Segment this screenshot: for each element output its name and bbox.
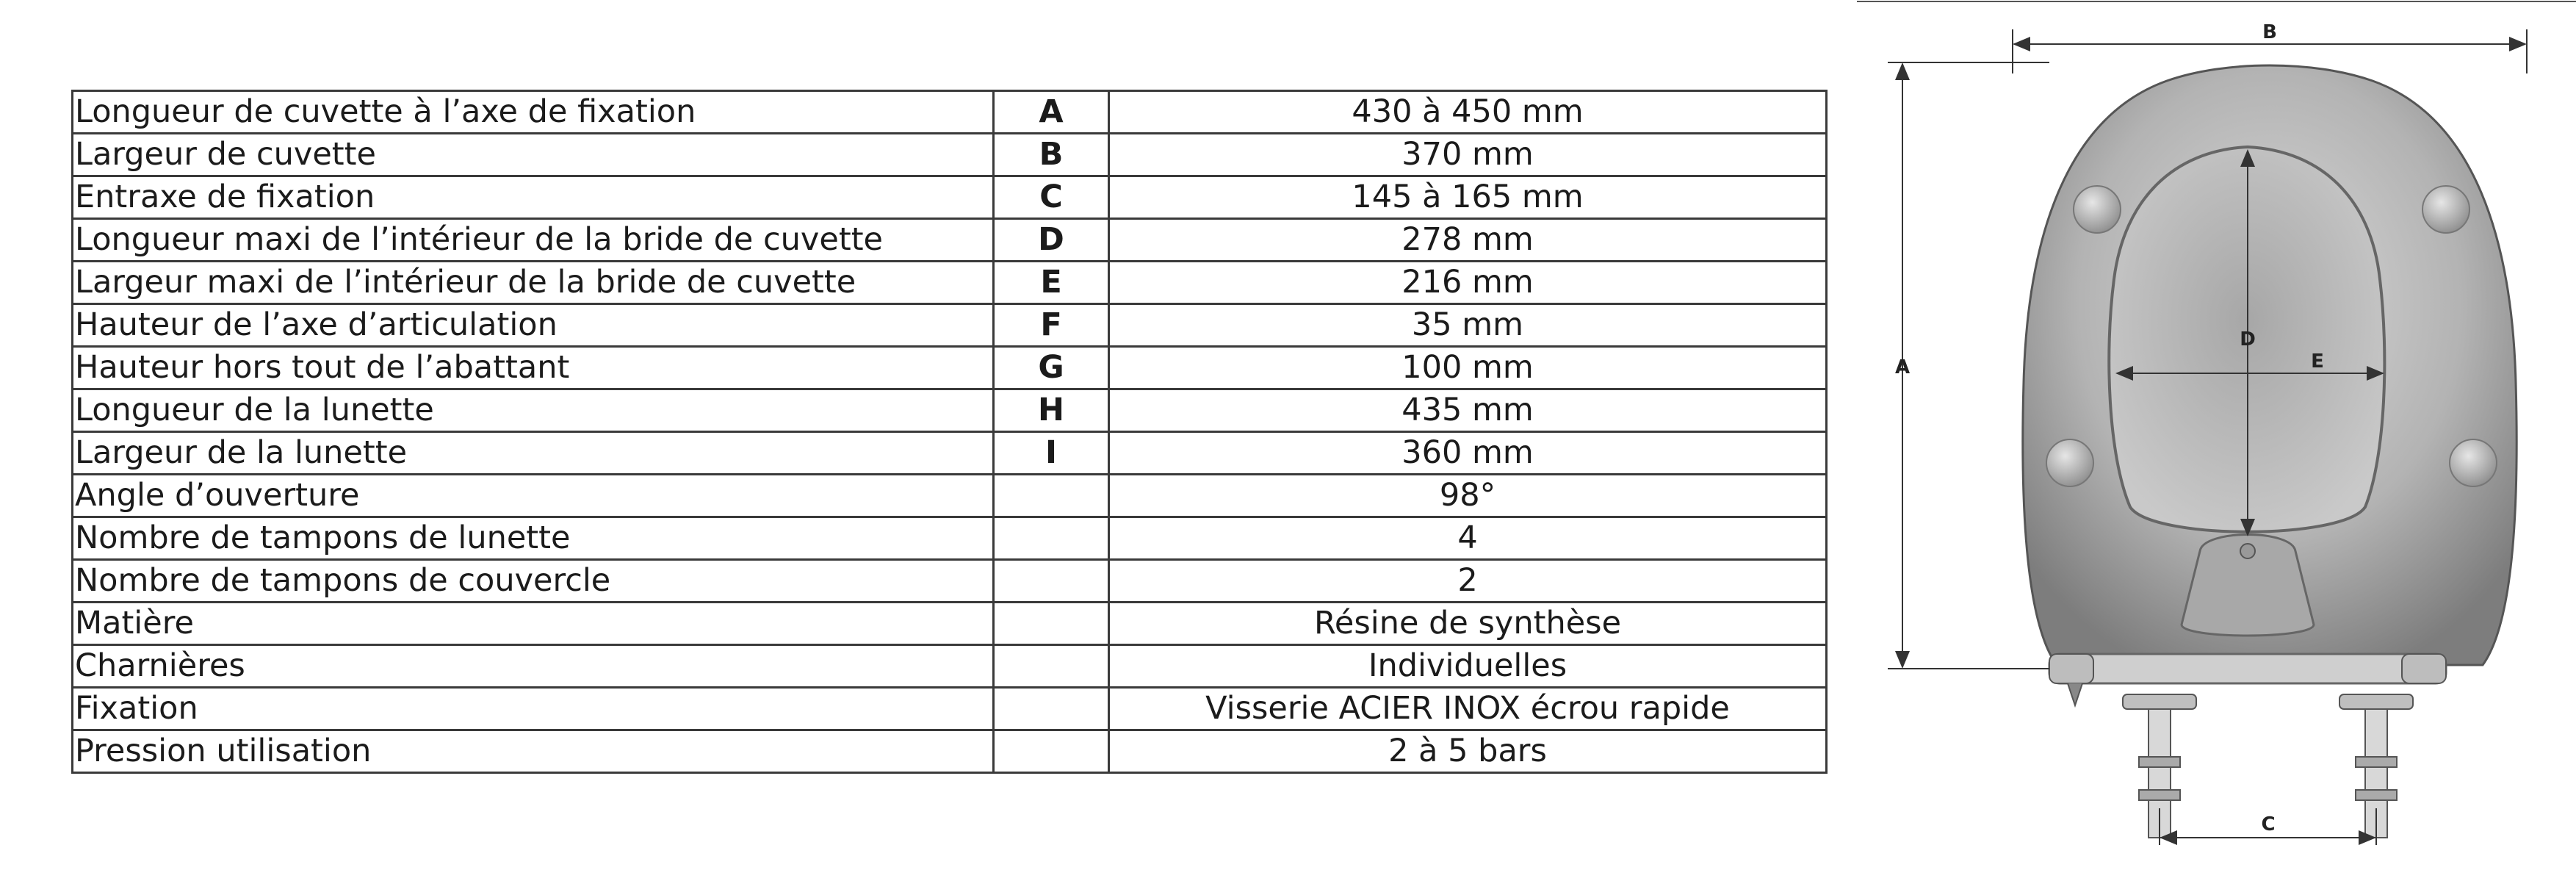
spec-label: Entraxe de fixation — [73, 176, 994, 219]
dimension-e-label: E — [2311, 350, 2324, 373]
spec-label: Nombre de tampons de lunette — [73, 517, 994, 560]
spec-row — [73, 262, 1827, 304]
spec-row — [73, 730, 1827, 773]
hinge-left-tab — [2068, 683, 2082, 705]
bumper-bottom-right — [2450, 439, 2497, 486]
spec-label: Pression utilisation — [73, 730, 994, 773]
spec-row — [73, 475, 1827, 517]
dimension-c-label: C — [2261, 813, 2276, 835]
spec-value: 98° — [1109, 475, 1827, 517]
spec-row — [73, 603, 1827, 645]
spec-value: 216 mm — [1109, 262, 1827, 304]
spec-label: Longueur de la lunette — [73, 389, 994, 432]
spec-row — [73, 517, 1827, 560]
spec-value: 145 à 165 mm — [1109, 176, 1827, 219]
bumper-top-right — [2422, 186, 2469, 233]
spec-value: 370 mm — [1109, 134, 1827, 176]
spec-row — [73, 91, 1827, 134]
hinge-screw — [2240, 544, 2255, 558]
spec-label: Angle d’ouverture — [73, 475, 994, 517]
spec-label: Longueur maxi de l’intérieur de la bride de cuvette — [73, 219, 994, 262]
spec-row — [73, 432, 1827, 475]
spec-letter — [994, 645, 1109, 688]
spec-value: 435 mm — [1109, 389, 1827, 432]
spec-letter — [994, 603, 1109, 645]
spec-letter: F — [994, 304, 1109, 347]
spec-row — [73, 219, 1827, 262]
hinge-right-end — [2402, 654, 2446, 683]
spec-letter — [994, 688, 1109, 730]
spec-label: Longueur de cuvette à l’axe de fixation — [73, 91, 994, 134]
spec-value: 2 — [1109, 560, 1827, 603]
spec-row — [73, 389, 1827, 432]
spec-letter — [994, 475, 1109, 517]
spec-letter — [994, 560, 1109, 603]
spec-value: 2 à 5 bars — [1109, 730, 1827, 773]
toilet-seat-dimension-diagram — [1851, 0, 2576, 870]
spec-value: Individuelles — [1109, 645, 1827, 688]
spec-label: Largeur de la lunette — [73, 432, 994, 475]
spec-row — [73, 347, 1827, 389]
spec-label: Hauteur de l’axe d’articulation — [73, 304, 994, 347]
specifications-table-body — [73, 91, 1827, 773]
spec-value: Résine de synthèse — [1109, 603, 1827, 645]
bumper-top-left — [2074, 186, 2121, 233]
spec-label: Matière — [73, 603, 994, 645]
dimension-b-label: B — [2262, 21, 2277, 43]
spec-row — [73, 560, 1827, 603]
spec-letter — [994, 730, 1109, 773]
spec-label: Largeur maxi de l’intérieur de la bride de cuvette — [73, 262, 994, 304]
spec-letter: E — [994, 262, 1109, 304]
spec-letter: C — [994, 176, 1109, 219]
spec-value: 4 — [1109, 517, 1827, 560]
spec-value: 35 mm — [1109, 304, 1827, 347]
spec-row — [73, 645, 1827, 688]
spec-label: Nombre de tampons de couvercle — [73, 560, 994, 603]
spec-value: Visserie ACIER INOX écrou rapide — [1109, 688, 1827, 730]
spec-letter: I — [994, 432, 1109, 475]
dimension-a-label: A — [1894, 356, 1911, 378]
dimension-d-label: D — [2240, 328, 2256, 350]
spec-value: 430 à 450 mm — [1109, 91, 1827, 134]
spec-row — [73, 176, 1827, 219]
spec-value: 278 mm — [1109, 219, 1827, 262]
spec-letter: G — [994, 347, 1109, 389]
spec-letter: D — [994, 219, 1109, 262]
spec-row — [73, 304, 1827, 347]
spec-letter: H — [994, 389, 1109, 432]
hinge-left-end — [2049, 654, 2093, 683]
spec-letter: A — [994, 91, 1109, 134]
spec-label: Largeur de cuvette — [73, 134, 994, 176]
dimension-c — [2160, 808, 2376, 845]
spec-letter: B — [994, 134, 1109, 176]
spec-label: Fixation — [73, 688, 994, 730]
spec-row — [73, 134, 1827, 176]
spec-label: Charnières — [73, 645, 994, 688]
spec-value: 100 mm — [1109, 347, 1827, 389]
spec-label: Hauteur hors tout de l’abattant — [73, 347, 994, 389]
spec-row — [73, 688, 1827, 730]
specifications-table — [71, 90, 1828, 774]
hinge-bar — [2049, 654, 2446, 683]
bumper-bottom-left — [2046, 439, 2093, 486]
spec-letter — [994, 517, 1109, 560]
spec-value: 360 mm — [1109, 432, 1827, 475]
